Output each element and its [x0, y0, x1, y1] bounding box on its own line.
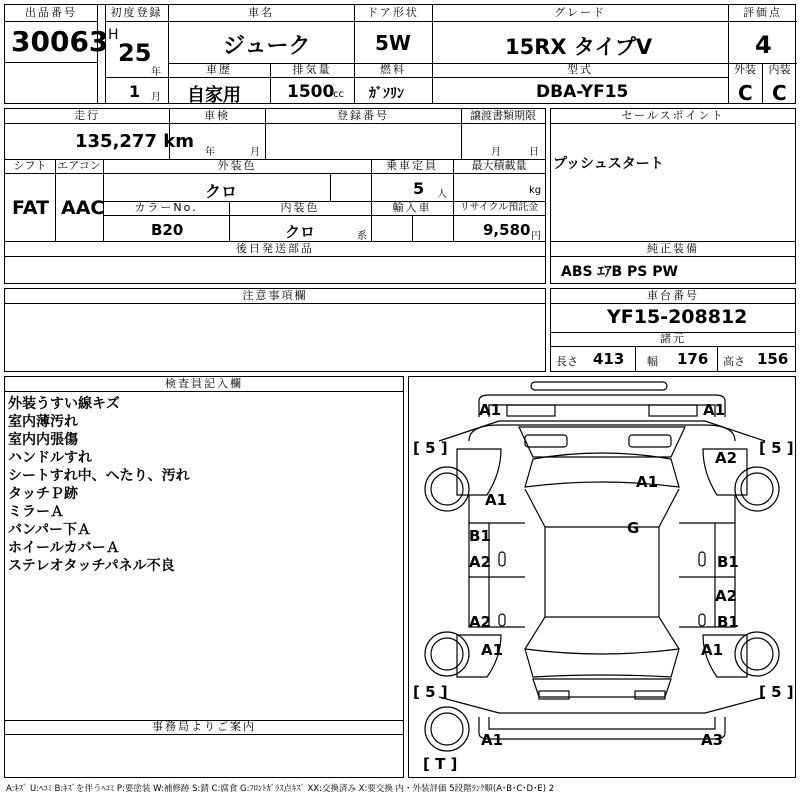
history: 自家用 [187, 85, 241, 106]
shift-label: シフト [13, 159, 47, 172]
model-label: 型式 [567, 63, 593, 76]
sales-point-block [550, 108, 796, 284]
registration-number-label: 登録番号 [337, 109, 389, 122]
inspector-note: 室内内張傷 [8, 432, 78, 448]
inspector-note: 外装うすい線キズ [8, 396, 120, 412]
mark-fender-left: A1 [485, 491, 508, 509]
sales-point-label: セールスポイント [621, 109, 725, 122]
office-label: 事務局よりご案内 [152, 720, 256, 733]
legend: A:ｷｽﾞ U:ﾍｺﾐ B:ｷｽﾞを伴うﾍｺﾐ P:要塗装 W:補修跡 S:錆 C:腐食 G:ﾌﾛﾝﾄｶﾞﾗｽ点ｷｽﾞ XX:交換済み X:要交換 内・外装評価 5段階ﾗﾝｸ順(A･B･C･D･E) 2 [6, 784, 555, 794]
inspector-note: ハンドルすれ [8, 450, 92, 466]
length: 413 [593, 350, 625, 368]
mark-door-rear-left: A2 [469, 613, 492, 631]
year: 25 [118, 39, 152, 67]
inspector-notes [8, 395, 190, 575]
chassis-block [550, 288, 796, 372]
tire-mark-rear-left: [ 5 ] [413, 683, 448, 701]
interior-grade: C [772, 81, 787, 105]
recycle-label: リサイクル預託金 [459, 202, 539, 213]
recycle-unit: 円 [531, 231, 541, 242]
length-label: 長さ [556, 355, 578, 368]
details-block [4, 108, 546, 284]
month: 1 [129, 82, 141, 101]
aircon: AAC [61, 197, 105, 219]
max-load-unit: kg [529, 185, 542, 196]
interior-color-suffix: 系 [357, 231, 367, 242]
inspection-label: 車検 [204, 109, 230, 122]
import-label: 輸入車 [392, 201, 432, 214]
width-label: 幅 [647, 355, 658, 368]
tire-mark-rear-right: [ 5 ] [759, 683, 794, 701]
interior-color-label: 内装色 [280, 201, 320, 214]
car-diagram [409, 377, 795, 777]
fuel-label: 燃料 [380, 63, 406, 76]
mark-door-front-left-2: A2 [469, 553, 492, 571]
interior-label: 内装 [768, 63, 791, 76]
tire-mark-front-right: [ 5 ] [759, 439, 794, 457]
inspector-note: タッチＰ跡 [8, 486, 78, 502]
inspector-note: ホイールカバーＡ [8, 540, 120, 556]
mileage-label: 走行 [74, 109, 100, 122]
exterior-label: 外装 [734, 63, 756, 76]
mark-rear-left: A1 [481, 731, 504, 749]
mark-fender-right: A2 [715, 449, 738, 467]
shift: FAT [12, 197, 49, 219]
inspector-block [4, 376, 404, 778]
aircon-label: エアコン [57, 159, 101, 172]
lot-number-label: 出品番号 [25, 6, 77, 19]
model: DBA-YF15 [536, 82, 629, 102]
era: H [108, 27, 119, 43]
caution-block [4, 288, 546, 372]
recycle-fee: 9,580 [483, 221, 531, 239]
height-label: 高さ [723, 355, 745, 368]
inspector-note: ステレオタッチパネル不良 [8, 558, 175, 574]
inspection-month-unit: 月 [250, 147, 260, 158]
exterior-color: クロ [205, 182, 238, 201]
car-name: ジューク [223, 34, 311, 59]
transfer-deadline-label: 譲渡書類期限 [470, 109, 536, 122]
month-unit: 月 [151, 92, 161, 103]
mark-quarter-left: A1 [481, 641, 504, 659]
fuel: ｶﾞｿﾘﾝ [369, 86, 404, 102]
color-number: B20 [151, 221, 184, 239]
displacement-unit: cc [333, 89, 344, 100]
tire-mark-front-left: [ 5 ] [413, 439, 448, 457]
lot-number: 30063 [11, 25, 109, 58]
exterior-color-label: 外装色 [217, 159, 257, 172]
displacement-label: 排気量 [292, 63, 332, 76]
door: 5W [375, 31, 411, 55]
sales-point: プッシュスタート [553, 156, 664, 172]
mark-front-left: A1 [479, 401, 502, 419]
chassis-number: YF15-208812 [607, 306, 748, 328]
capacity-label: 乗車定員 [386, 159, 438, 172]
chassis-label: 車台番号 [647, 289, 699, 302]
car-name-label: 車名 [248, 6, 274, 19]
mark-door-front-left-1: B1 [469, 527, 491, 545]
width: 176 [677, 350, 709, 368]
score-label: 評価点 [743, 6, 782, 19]
mark-door-front-right: B1 [717, 553, 739, 571]
mark-quarter-right: A1 [701, 641, 724, 659]
capacity-unit: 人 [437, 189, 447, 200]
displacement: 1500 [287, 82, 335, 102]
max-load-label: 最大積載量 [471, 159, 527, 172]
interior-color: クロ [285, 223, 316, 241]
mark-door-rear-right-2: B1 [717, 613, 739, 631]
grade-label: グレード [554, 6, 606, 19]
mark-rear-right: A3 [701, 731, 724, 749]
score: 4 [755, 31, 772, 59]
grade: 15RX タイプV [505, 35, 653, 59]
year-unit: 年 [151, 67, 161, 78]
door-label: ドア形状 [367, 6, 419, 19]
mark-roof: G [627, 519, 640, 537]
history-label: 車歴 [206, 63, 232, 76]
genuine-equipment-label: 純正装備 [647, 242, 699, 255]
transfer-month-unit: 月 [491, 147, 501, 158]
genuine-equipment: ABS ｴｱB PS PW [561, 264, 678, 280]
later-parts-label: 後日発送部品 [236, 242, 314, 255]
color-number-label: カラーNo. [134, 201, 198, 214]
header-block [4, 4, 796, 104]
mark-door-rear-right-1: A2 [715, 587, 738, 605]
mark-hood: A1 [636, 473, 659, 491]
inspector-note: シートすれ中、へたり、汚れ [8, 468, 190, 484]
inspector-note: バンパー下Ａ [8, 522, 92, 538]
inspector-note: 室内薄汚れ [8, 414, 78, 430]
inspector-label: 検査員記入欄 [165, 377, 243, 390]
height: 156 [757, 350, 789, 368]
caution-label: 注意事項欄 [242, 289, 308, 302]
specs-label: 諸元 [660, 332, 686, 345]
transfer-day-unit: 日 [529, 147, 539, 158]
inspector-note: ミラーＡ [8, 504, 64, 520]
mileage: 135,277 km [75, 131, 194, 152]
damage-diagram [408, 376, 796, 778]
first-registration-label: 初度登録 [110, 6, 163, 19]
exterior-grade: C [738, 81, 753, 105]
tire-mark-spare: [ T ] [423, 755, 458, 773]
mark-front-right: A1 [703, 401, 726, 419]
capacity: 5 [413, 179, 425, 198]
inspection-year-unit: 年 [205, 147, 215, 158]
